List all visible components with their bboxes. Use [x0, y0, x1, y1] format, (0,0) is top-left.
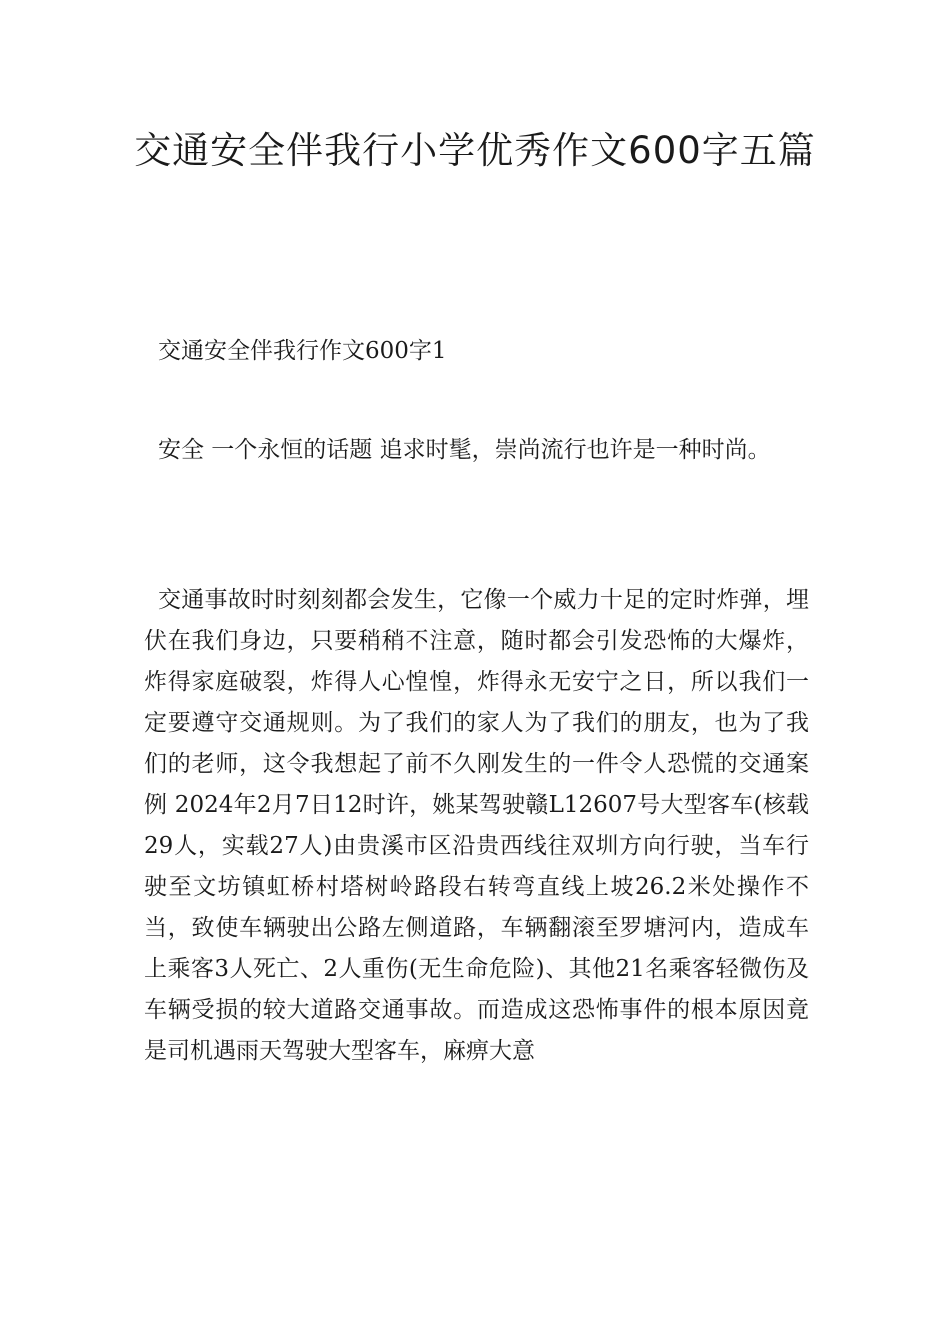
paragraph-2: 交通事故时时刻刻都会发生，它像一个威力十足的定时炸弹，埋伏在我们身边，只要稍稍不注意，随时都会引发恐怖的大爆炸，炸得家庭破裂，炸得人心惶惶，炸得永无安宁之日，所以我们一定要遵守交通规则。为了我们的家人为了我们的朋友，也为了我们的老师，这令我想起了前不久刚发生的一件令人恐慌的交通案例 2024年2月7日12时许，姚某驾驶赣L12607号大型客车(核载29人，实载27人)由贵溪市区沿贵西线往双圳方向行驶，当车行驶至文坊镇虹桥村塔树岭路段右转弯直线上坡26.2米处操作不当，致使车辆驶出公路左侧道路，车辆翻滚至罗塘河内，造成车上乘客3人死亡、2人重伤(无生命危险)、其他21名乘客轻微伤及车辆受损的较大道路交通事故。而造成这恐怖事件的根本原因竟是司机遇雨天驾驶大型客车，麻痹大意 [144, 587, 809, 1064]
paragraph-1: 安全 一个永恒的话题 追求时髦，崇尚流行也许是一种时尚。 [158, 437, 771, 463]
document-title: 交通安全伴我行小学优秀作文600字五篇 [134, 129, 816, 172]
section-heading: 交通安全伴我行作文600字1 [158, 338, 447, 364]
